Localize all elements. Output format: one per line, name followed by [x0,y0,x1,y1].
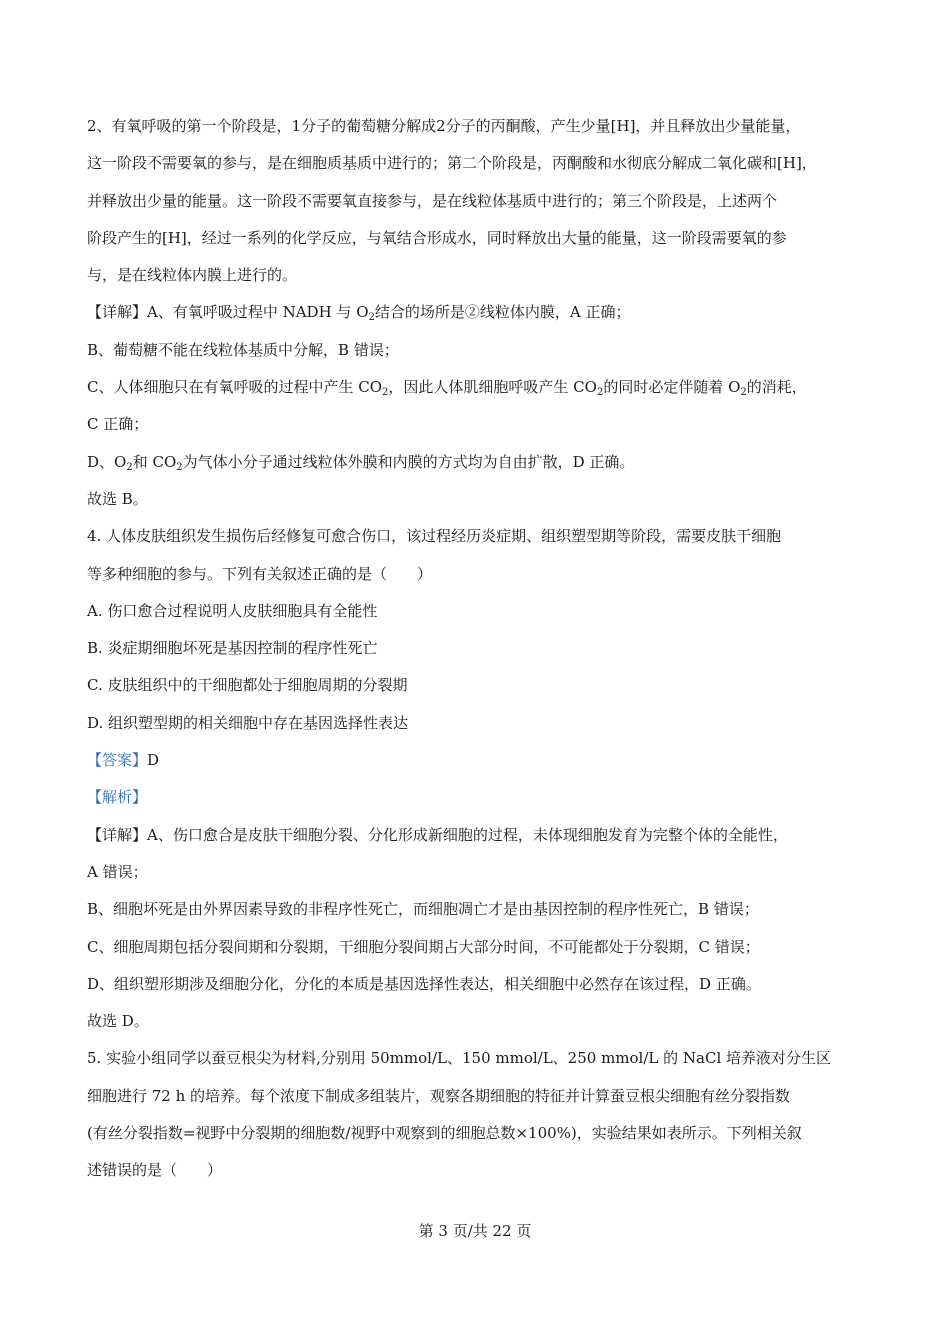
detail-c: C、人体细胞只在有氧呼吸的过程中产生 $CO_2$，因此人体肌细胞呼吸产生 $CO_2$的同时必定伴随着 $O_2$的消耗， [87,378,807,399]
detail-a: 【详解】A、有氧呼吸过程中 NADH 与 $O_2$结合的场所是②线粒体内膜，A 正确； [87,303,631,324]
detail-line: C、细胞周期包括分裂间期和分裂期，干细胞分裂间期占大部分时间，不可能都处于分裂期，C 错误； [87,937,760,956]
detail-line: 【详解】A、伤口愈合是皮肤干细胞分裂、分化形成新细胞的过程，未体现细胞发育为完整个体的全能性， [87,825,788,844]
answer-line [87,742,867,779]
question-5-stem: (有丝分裂指数=视野中分裂期的细胞数/视野中观察到的细胞总数×100%)，实验结果如表所示。下列相关叙 [87,1124,802,1143]
answer-tag: 【答案】 [87,751,148,770]
detail-line: B、细胞坏死是由外界因素导致的非程序性死亡，而细胞凋亡才是由基因控制的程序性死亡，B 错误； [87,900,759,919]
option-a: A. 伤口愈合过程说明人皮肤细胞具有全能性 [87,601,378,620]
text-line: 与，是在线粒体内膜上进行的。 [87,266,298,285]
detail-line: A 错误； [87,862,148,881]
page-number-footer: 第 3 页/共 22 页 [418,1222,532,1240]
option-b: B. 炎症期细胞坏死是基因控制的程序性死亡 [87,639,378,658]
text-line: 阶段产生的[H]，经过一系列的化学反应，与氧结合形成水，同时释放出大量的能量，这一阶段需要氧的参 [87,228,787,247]
page-content [87,108,867,1190]
answer-value: D [147,751,160,770]
text-line: 并释放出少量的能量。这一阶段不需要氧直接参与，是在线粒体基质中进行的；第三个阶段是，上述两个 [87,191,778,210]
text-line: 这一阶段不需要氧的参与，是在细胞质基质中进行的；第二个阶段是，丙酮酸和水彻底分解成二氧化碳和[H]， [87,154,817,173]
text-line: 2、有氧呼吸的第一个阶段是，1分子的葡萄糖分解成2分子的丙酮酸，产生少量[H]，并且释放出少量能量， [87,117,801,135]
option-c: C. 皮肤组织中的干细胞都处于细胞周期的分裂期 [87,676,408,695]
choice-line: 故选 D。 [87,1012,149,1031]
analysis-tag: 【解析】 [87,788,148,807]
question-5-stem: 细胞进行 72 h 的培养。每个浓度下制成多组装片，观察各期细胞的特征并计算蚕豆根尖细胞有丝分裂指数 [87,1086,791,1105]
question-5-stem: 述错误的是（ ） [87,1161,223,1180]
detail-c-cont: C 正确； [87,415,149,434]
detail-line: D、组织塑形期涉及细胞分化，分化的本质是基因选择性表达，相关细胞中必然存在该过程，D 正确。 [87,974,761,993]
choice-line: 故选 B。 [87,489,148,508]
detail-d: D、$O_2$和 $CO_2$为气体小分子通过线粒体外膜和内膜的方式均为自由扩散，D 正确。 [87,452,635,473]
question-4-stem-cont: 等多种细胞的参与。下列有关叙述正确的是（ ） [87,564,433,583]
option-d: D. 组织塑型期的相关细胞中存在基因选择性表达 [87,713,409,732]
question-5-stem: 5. 实验小组同学以蚕豆根尖为材料,分别用 50mmol/L、150 mmol/L、250 mmol/L 的 NaCl 培养液对分生区 [87,1049,832,1068]
detail-b: B、葡萄糖不能在线粒体基质中分解，B 错误； [87,340,399,359]
question-4-stem: 4. 人体皮肤组织发生损伤后经修复可愈合伤口，该过程经历炎症期、组织塑型期等阶段，需要皮肤干细胞 [87,527,782,546]
